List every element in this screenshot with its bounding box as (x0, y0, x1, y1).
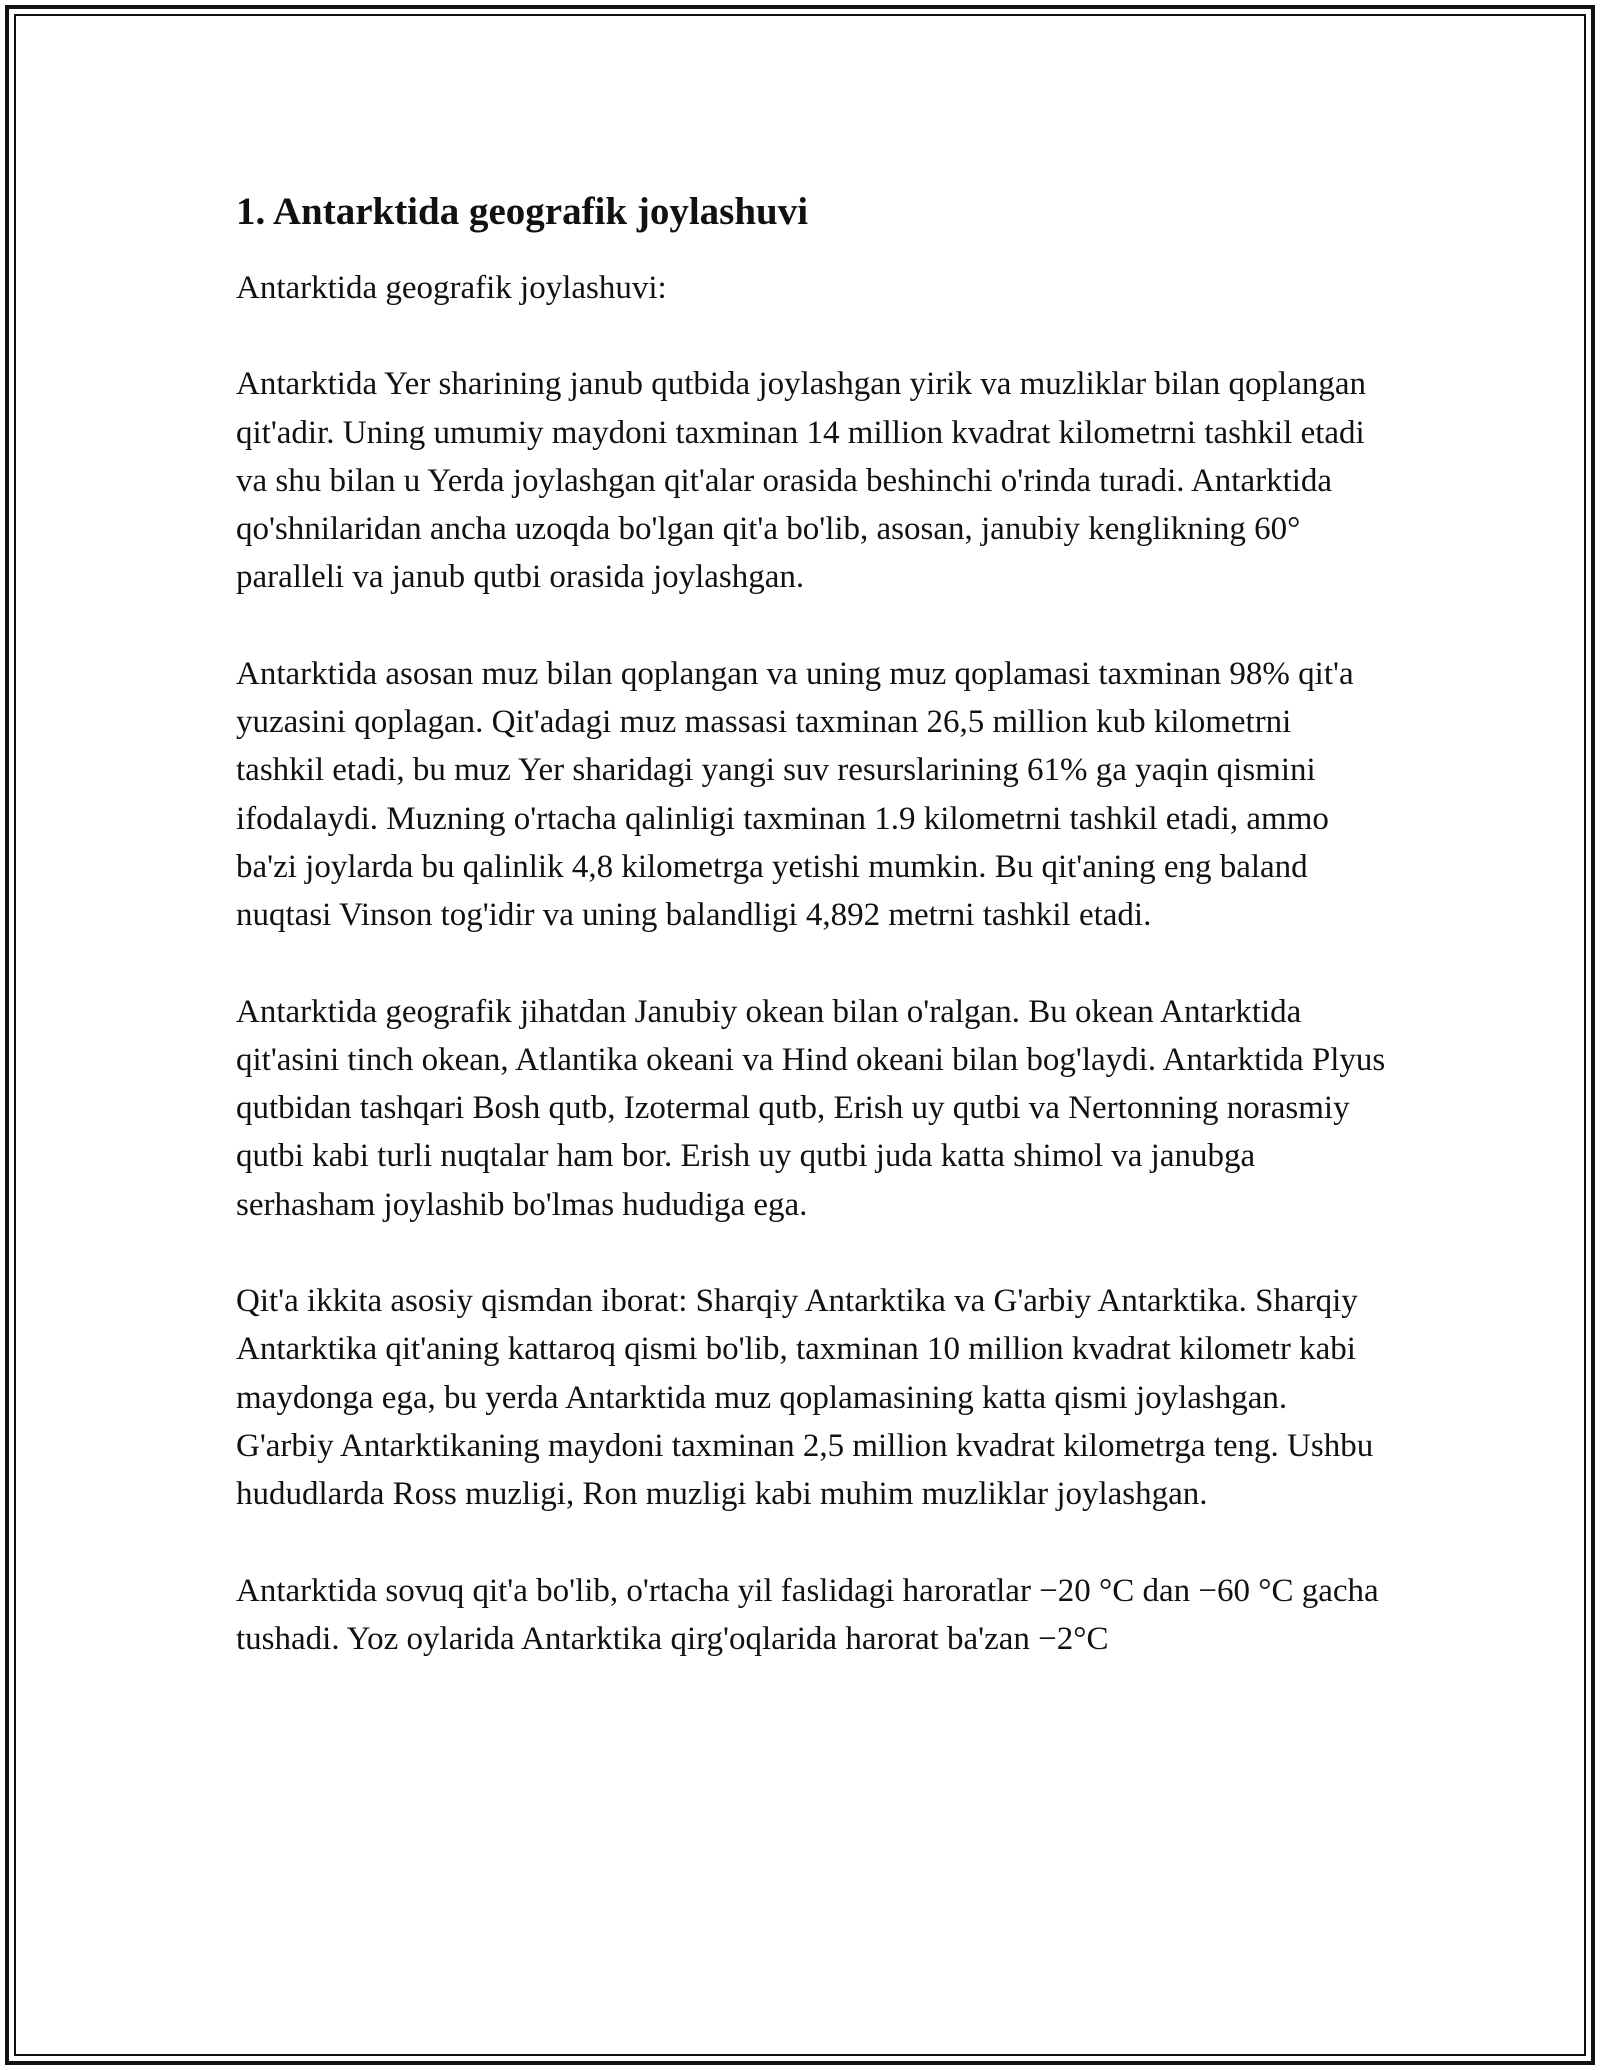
paragraph-ocean: Antarktida geografik jihatdan Janubiy okean bilan o'ralgan. Bu okean Antarktida qit'asini tinch okean, Atlantika okeani va Hind okeani bilan bog'laydi. Antarktida Plyus qutbidan tashqari Bosh qutb, Izotermal qutb, Erish uy qutbi va Nertonning norasmiy qutbi kabi turli nuqtalar ham bor. Erish uy qutbi juda katta shimol va janubga serhasham joylashib bo'lmas hududiga ega. (236, 993, 1386, 1223)
paragraph-regions: Qit'a ikkita asosiy qismdan iborat: Sharqiy Antarktika va G'arbiy Antarktika. Sharqiy Antarktika qit'aning kattaroq qismi bo'lib, taxminan 10 million kvadrat kilometr kabi maydonga ega, bu yerda Antarktida muz qoplamasining katta qismi joylashgan. G'arbiy Antarktikaning maydoni taxminan 2,5 million kvadrat kilometrga teng. Ushbu hududlarda Ross muzligi, Ron muzligi kabi muhim muzliklar joylashgan. (236, 1283, 1374, 1513)
intro-line: Antarktida geografik joylashuvi: (236, 270, 667, 306)
paragraph-location: Antarktida Yer sharining janub qutbida joylashgan yirik va muzliklar bilan qoplangan qit'adir. Uning umumiy maydoni taxminan 14 million kvadrat kilometrni tashkil etadi va shu bilan u Yerda joylashgan qit'alar orasida beshinchi o'rinda turadi. Antarktida qo'shnilaridan ancha uzoqda bo'lgan qit'a bo'lib, asosan, janubiy kenglikning 60° paralleli va janub qutbi orasida joylashgan. (236, 366, 1367, 596)
paragraph-ice: Antarktida asosan muz bilan qoplangan va uning muz qoplamasi taxminan 98% qit'a yuzasini qoplagan. Qit'adagi muz massasi taxminan 26,5 million kub kilometrni tashkil etadi, bu muz Yer sharidagi yangi suv resurslarining 61% ga yaqin qismini ifodalaydi. Muzning o'rtacha qalinligi taxminan 1.9 kilometrni tashkil etadi, ammo ba'zi joylarda bu qalinlik 4,8 kilometrga yetishi mumkin. Bu qit'aning eng baland nuqtasi Vinson tog'idir va uning balandligi 4,892 metrni tashkil etadi. (236, 655, 1354, 934)
section-heading: 1. Antarktida geografik joylashuvi (236, 190, 809, 233)
document-body (236, 186, 1386, 1711)
paragraph-climate: Antarktida sovuq qit'a bo'lib, o'rtacha yil faslidagi haroratlar −20 °C dan −60 °C gacha tushadi. Yoz oylarida Antarktika qirg'oqlarida harorat ba'zan −2°C (236, 1572, 1379, 1657)
